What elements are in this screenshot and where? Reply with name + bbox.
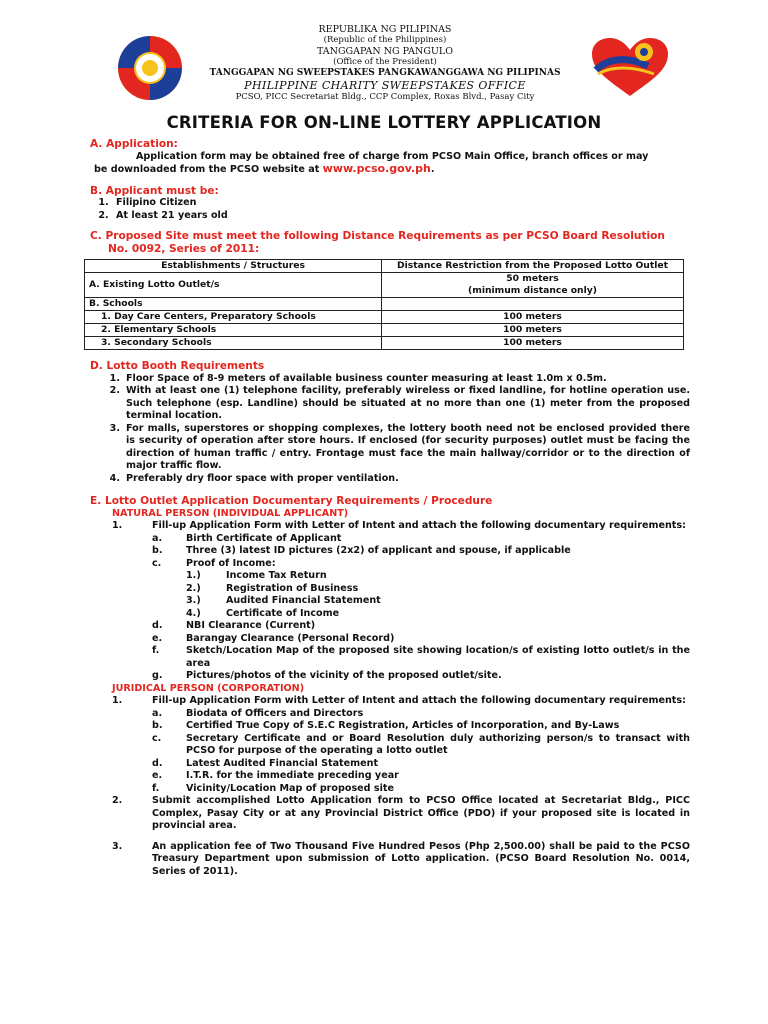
item-letter: d. <box>152 620 163 631</box>
list-item <box>90 473 690 486</box>
list-item <box>90 758 690 771</box>
natural-person-heading: NATURAL PERSON (INDIVIDUAL APPLICANT) <box>112 507 349 519</box>
header-line-3: TANGGAPAN NG PANGULO <box>316 46 454 57</box>
list-item <box>90 570 690 583</box>
item-number: 1. <box>109 372 120 384</box>
list-item <box>90 423 690 473</box>
step-number: 3. <box>112 840 123 852</box>
item-text: Floor Space of 8-9 meters of available business counter measuring at least 1.0m x 0.5m. <box>126 372 607 384</box>
list-item <box>90 558 690 571</box>
item-text: Biodata of Officers and Directors <box>186 707 364 719</box>
section-a-heading: A. Application: <box>90 138 178 150</box>
item-text: Sketch/Location Map of the proposed site showing location/s of existing lotto outlet/s in the area <box>186 645 690 669</box>
step-text: Submit accomplished Lotto Application form to PCSO Office located at Secretariat Bldg., PICC Complex, Pasay City or at any Provincial District Office (PDO) if your proposed site is located in provincial area. <box>152 795 690 831</box>
item-number: 4.) <box>186 607 201 619</box>
list-item <box>90 733 690 758</box>
item-number: 4. <box>109 472 120 484</box>
item-letter: c. <box>152 557 162 569</box>
distance-note: (minimum distance only) <box>468 285 597 296</box>
item-text: Certified True Copy of S.E.C Registration, Articles of Incorporation, and By-Laws <box>186 720 620 731</box>
section-a-text-2 <box>90 163 690 177</box>
table-row <box>85 337 684 350</box>
juridical-person-heading: JURIDICAL PERSON (CORPORATION) <box>112 682 305 694</box>
header-line-1: REPUBLIKA NG PILIPINAS <box>318 24 452 35</box>
school-distance: 100 meters <box>382 324 684 337</box>
list-item <box>90 608 690 621</box>
table-row <box>85 324 684 337</box>
item-letter: b. <box>152 545 163 556</box>
list-item <box>90 545 690 558</box>
procedure-step-3 <box>90 841 690 879</box>
section-d-heading: D. Lotto Booth Requirements <box>90 360 265 372</box>
item-text: Audited Financial Statement <box>226 595 381 606</box>
item-text: Registration of Business <box>226 582 359 594</box>
item-letter: d. <box>152 757 163 769</box>
item-text: For malls, superstores or shopping complexes, the lottery booth need not be enclosed provided there is security of operation after store hours. If enclosed (for security purposes) outlet must be facing the direction of human traffic / entry. Frontage must face the main hallway/corridor or to the direction of major traffic flow. <box>126 422 690 471</box>
header-line-5: TANGGAPAN NG SWEEPSTAKES PANGKAWANGGAWA NG PILIPINAS <box>209 68 561 78</box>
col-establishments-header: Establishments / Structures <box>85 260 382 273</box>
item-text: With at least one (1) telephone facility, preferably wireless or fixed landline, for hotline operation use. Such telephone (esp. Landline) should be situated at no more than one (1) meter from the proposed terminal location. <box>126 385 690 421</box>
item-number: 2.) <box>186 582 201 594</box>
list-item <box>90 633 690 646</box>
letterhead <box>0 12 768 102</box>
pcso-website-link[interactable]: www.pcso.gov.ph <box>322 162 431 175</box>
header-office-name: PHILIPPINE CHARITY SWEEPSTAKES OFFICE <box>244 79 526 92</box>
list-item <box>90 670 690 683</box>
col-distance-header: Distance Restriction from the Proposed Lotto Outlet <box>382 260 684 273</box>
section-c-heading-cont: No. 0092, Series of 2011: <box>108 242 260 255</box>
item-text: I.T.R. for the immediate preceding year <box>186 770 399 781</box>
item-text: Certificate of Income <box>226 607 340 619</box>
header-line-2: (Republic of the Philippines) <box>323 35 447 45</box>
item-letter: e. <box>152 770 163 781</box>
row-schools-value <box>382 298 684 311</box>
page-title: CRITERIA FOR ON-LINE LOTTERY APPLICATION <box>166 113 602 132</box>
item-number: 3. <box>109 422 120 434</box>
item-letter: a. <box>152 532 163 544</box>
item-number: 1.) <box>186 570 201 581</box>
section-a-text-1: Application form may be obtained free of charge from PCSO Main Office, branch offices or may <box>136 150 649 162</box>
item-letter: f. <box>152 782 160 794</box>
list-item <box>90 583 690 596</box>
item-text: Income Tax Return <box>226 570 327 581</box>
heart-charity-logo-icon <box>588 36 672 100</box>
list-item <box>90 533 690 546</box>
school-type-label: 3. Secondary Schools <box>85 337 382 350</box>
table-row <box>85 298 684 311</box>
table-row <box>85 273 684 298</box>
distance-table <box>84 259 684 350</box>
list-item: 1. Filipino Citizen <box>112 197 690 210</box>
item-number: 3.) <box>186 595 201 606</box>
step-text: An application fee of Two Thousand Five Hundred Pesos (Php 2,500.00) shall be paid to the PCSO Treasury Department upon submission of Lotto application. (PCSO Board Resolution No. 0014, Series of 2011). <box>152 840 690 877</box>
step-number: 1. <box>112 520 123 531</box>
step-number: 1. <box>112 695 123 706</box>
table-row <box>85 311 684 324</box>
list-item <box>90 645 690 670</box>
step-text: Fill-up Application Form with Letter of Intent and attach the following documentary requirements: <box>152 695 686 706</box>
list-item <box>90 620 690 633</box>
step-text: Fill-up Application Form with Letter of Intent and attach the following documentary requirements: <box>152 520 686 531</box>
item-text: Preferably dry floor space with proper ventilation. <box>126 472 399 484</box>
item-letter: c. <box>152 732 162 744</box>
row-existing-lotto-value <box>382 273 684 298</box>
item-letter: b. <box>152 720 163 731</box>
row-schools-label: B. Schools <box>85 298 382 311</box>
pcso-sun-logo-icon <box>116 34 184 102</box>
letterhead-text <box>185 24 585 103</box>
table-header-row <box>85 260 684 273</box>
item-text: Birth Certificate of Applicant <box>186 532 342 544</box>
item-text: Vicinity/Location Map of proposed site <box>186 782 394 794</box>
document-body <box>90 138 690 878</box>
school-distance: 100 meters <box>382 311 684 324</box>
item-number: 2. <box>109 385 120 396</box>
item-text: Pictures/photos of the vicinity of the proposed outlet/site. <box>186 670 502 681</box>
school-type-label: 1. Day Care Centers, Preparatory Schools <box>85 311 382 324</box>
list-item <box>90 770 690 783</box>
procedure-step-2 <box>90 795 690 833</box>
school-distance: 100 meters <box>382 337 684 350</box>
section-c-heading: C. Proposed Site must meet the following Distance Requirements as per PCSO Board Resolution <box>90 230 665 242</box>
section-b-heading: B. Applicant must be: <box>90 184 219 197</box>
item-text: Secretary Certificate and or Board Resolution duly authorizing person/s to transact with PCSO for purpose of the operating a lotto outlet <box>186 732 690 756</box>
item-text: Proof of Income: <box>186 557 276 569</box>
list-item <box>90 385 690 423</box>
applicant-requirements-list <box>90 197 690 222</box>
item-letter: e. <box>152 632 163 644</box>
item-text: Barangay Clearance (Personal Record) <box>186 632 395 644</box>
list-item: 2. At least 21 years old <box>112 210 690 223</box>
list-item <box>90 373 690 386</box>
header-line-4: (Office of the President) <box>333 57 437 67</box>
item-text: NBI Clearance (Current) <box>186 620 316 631</box>
section-e-heading: E. Lotto Outlet Application Documentary Requirements / Procedure <box>90 495 493 507</box>
header-address: PCSO, PICC Secretariat Bldg., CCP Complex, Roxas Blvd., Pasay City <box>235 92 535 102</box>
row-existing-lotto-label: A. Existing Lotto Outlet/s <box>85 273 382 298</box>
distance-value: 50 meters <box>506 273 559 284</box>
school-type-label: 2. Elementary Schools <box>85 324 382 337</box>
list-item <box>90 595 690 608</box>
item-text: Three (3) latest ID pictures (2x2) of applicant and spouse, if applicable <box>186 545 571 556</box>
natural-step-1 <box>90 520 690 533</box>
juridical-step-1 <box>90 695 690 708</box>
list-item <box>90 783 690 796</box>
item-letter: a. <box>152 707 163 719</box>
list-item <box>90 708 690 721</box>
item-letter: g. <box>152 670 163 681</box>
section-a-text-2-lead: be downloaded from the PCSO website at <box>94 164 323 175</box>
step-number: 2. <box>112 795 123 806</box>
item-text: Latest Audited Financial Statement <box>186 757 379 769</box>
item-letter: f. <box>152 645 160 656</box>
section-a-period: . <box>430 164 435 175</box>
booth-requirements-list <box>90 373 690 486</box>
list-item <box>90 720 690 733</box>
